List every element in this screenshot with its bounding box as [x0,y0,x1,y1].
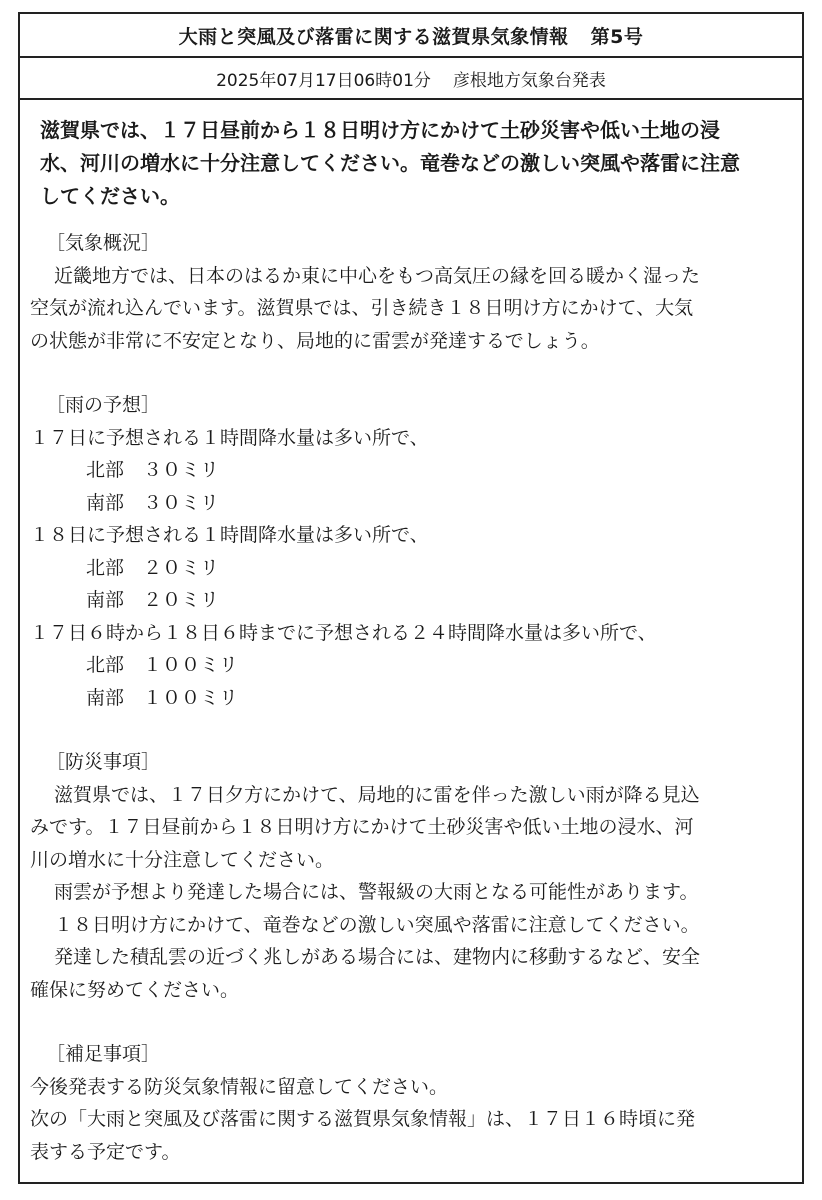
rain-day18-south: 南部 ２０ミリ [86,589,220,611]
supplement-line: 表する予定です。 [30,1140,181,1163]
disaster-line: １８日明け方にかけて、竜巻などの激しい突風や落雷に注意してください。 [54,913,700,936]
rain-day18-intro: １８日に予想される１時間降水量は多い所で、 [30,524,429,546]
supplement-line: 次の「大雨と突風及び落雷に関する滋賀県気象情報」は、１７日１６時頃に発 [30,1108,696,1130]
supplement-line: 今後発表する防災気象情報に留意してください。 [30,1075,449,1098]
disaster-line: 発達した積乱雲の近づく兆しがある場合には、建物内に移動するなど、安全 [54,946,701,968]
issue-date: 2025年07月17日06時01分 [216,70,431,91]
bulletin-frame [18,12,804,1184]
overview-heading: ［気象概況］ [46,232,161,254]
bulletin-body [20,100,802,1168]
supplement-heading: ［補足事項］ [46,1043,161,1065]
issuer: 彦根地方気象台発表 [452,70,606,91]
rain-day17-intro: １７日に予想される１時間降水量は多い所で、 [30,426,429,449]
disaster-prevention-section [30,746,792,1006]
issue-number: 第5号 [590,25,644,48]
disaster-line: みです。１７日昼前から１８日明け方にかけて土砂災害や低い土地の浸水、河 [30,816,694,838]
headline-block [30,114,792,213]
overview-line: 空気が流れ込んでいます。滋賀県では、引き続き１８日明け方にかけて、大気 [30,297,694,319]
rain-day17-north: 北部 ３０ミリ [86,459,220,481]
disaster-line: 滋賀県では、１７日夕方にかけて、局地的に雷を伴った激しい雨が降る見込 [54,783,700,806]
rain-forecast-section [30,389,792,714]
overview-line: の状態が非常に不安定となり、局地的に雷雲が発達するでしょう。 [30,329,600,352]
bulletin-title: 大雨と突風及び落雷に関する滋賀県気象情報 [178,25,569,48]
rain-total-intro: １７日６時から１８日６時までに予想される２４時間降水量は多い所で、 [30,621,657,644]
overview-section [30,227,792,357]
overview-line: 近畿地方では、日本のはるか東に中心をもつ高気圧の縁を回る暖かく湿った [54,264,701,287]
headline-line: 滋賀県では、１７日昼前から１８日明け方にかけて土砂災害や低い土地の浸 [40,118,720,142]
rain-total-north: 北部 １００ミリ [86,654,239,676]
supplement-section [30,1038,792,1168]
disaster-heading: ［防災事項］ [46,751,161,773]
rain-heading: ［雨の予想］ [46,394,161,416]
headline-line: 水、河川の増水に十分注意してください。竜巻などの激しい突風や落雷に注意 [40,151,740,175]
disaster-line: 確保に努めてください。 [30,978,240,1001]
headline-line: してください。 [40,184,180,208]
title-row [20,14,802,58]
rain-day18-north: 北部 ２０ミリ [86,556,220,579]
rain-day17-south: 南部 ３０ミリ [86,491,220,514]
disaster-line: 川の増水に十分注意してください。 [30,848,335,871]
issue-info-row [20,58,802,100]
rain-total-south: 南部 １００ミリ [86,686,239,709]
disaster-line: 雨雲が予想より発達した場合には、警報級の大雨となる可能性があります。 [54,881,699,903]
